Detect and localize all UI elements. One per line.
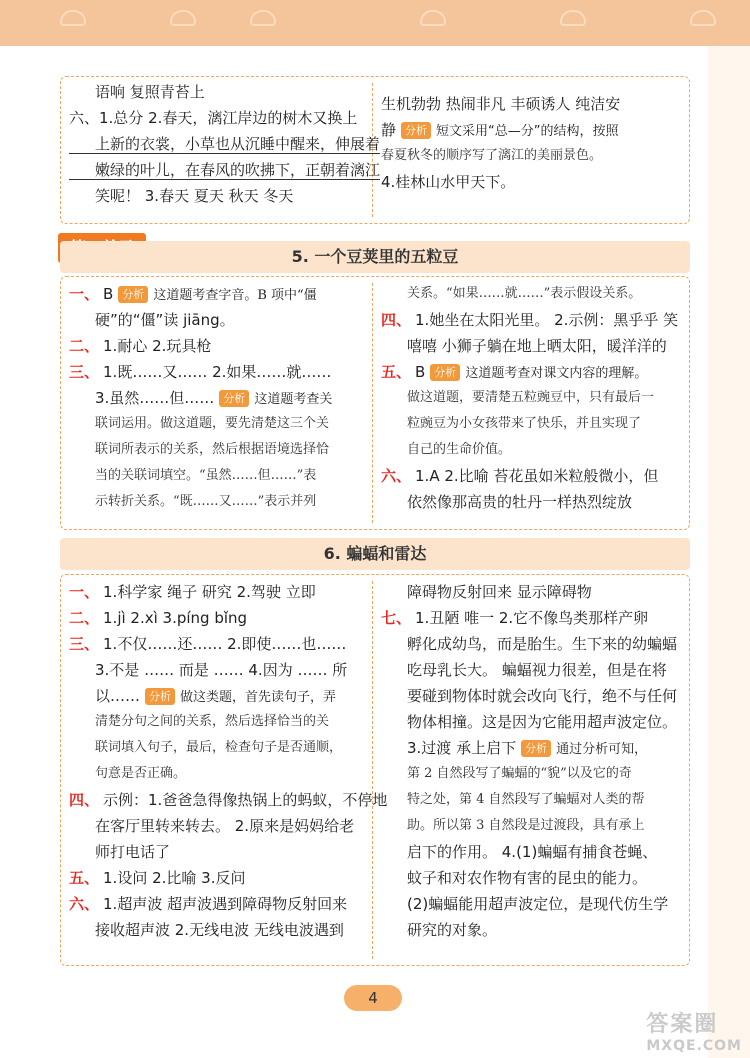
left-margin bbox=[0, 46, 42, 1058]
cloud-icon bbox=[420, 10, 446, 26]
question-number: 七、 bbox=[381, 609, 412, 627]
answer-text: 蚊子和对农作物有害的昆虫的能力。 bbox=[407, 869, 648, 887]
answer-text: 接收超声波 2.无线电波 无线电波遇到 bbox=[95, 921, 344, 939]
answer-line: 上新的衣裳，小草也从沉睡中醒来，伸展着 bbox=[69, 131, 365, 157]
question-number: 二、 bbox=[69, 609, 100, 627]
answer-line bbox=[381, 281, 683, 307]
answer-text: 清楚分句之间的关系，然后选择恰当的关 bbox=[95, 714, 330, 729]
analysis-text: 这道题考查关 bbox=[254, 392, 333, 407]
answer-text: 关系。“如果……就……”表示假设关系。 bbox=[407, 286, 642, 301]
answer-text: 孵化成幼鸟，而是胎生。生下来的幼蝙蝠 bbox=[407, 635, 678, 653]
question-number: 四、 bbox=[381, 311, 412, 329]
answer-text: 联词运用。做这道题，要先清楚这三个关 bbox=[95, 416, 330, 431]
answer-line bbox=[69, 333, 365, 359]
column-divider bbox=[372, 283, 373, 523]
analysis-badge: 分析 bbox=[430, 364, 460, 381]
question-number: 五、 bbox=[69, 869, 100, 887]
right-margin bbox=[708, 46, 750, 1058]
answer-text: 3.过渡 承上启下 bbox=[407, 739, 517, 757]
answer-text: 示转折关系。“既……又……”表示并列 bbox=[95, 494, 317, 509]
right-column bbox=[381, 91, 683, 195]
right-column bbox=[381, 579, 683, 943]
analysis-text: 这道题考查对课文内容的理解。 bbox=[465, 366, 648, 381]
left-column bbox=[69, 281, 365, 515]
analysis-badge: 分析 bbox=[219, 390, 249, 407]
analysis-badge: 分析 bbox=[118, 286, 148, 303]
answer-text: 示例：1.爸爸急得像热锅上的蚂蚁，不停地 bbox=[103, 791, 388, 809]
analysis-badge: 分析 bbox=[521, 740, 551, 757]
answer-text: (2)蝙蝠能用超声波定位，是现代仿生学 bbox=[407, 895, 669, 913]
lesson-5-card bbox=[60, 276, 690, 530]
left-column bbox=[69, 579, 388, 943]
cloud-icon bbox=[60, 10, 86, 26]
answer-text: 1.A 2.比喻 苔花虽如米粒般微小，但 bbox=[415, 467, 659, 485]
question-number: 一、 bbox=[69, 285, 100, 303]
analysis-text: 这道题考查字音。B 项中“僵 bbox=[153, 288, 317, 303]
question-number: 一、 bbox=[69, 583, 100, 601]
answer-text: 障碍物反射回来 显示障碍物 bbox=[407, 583, 592, 601]
answer-text: 师打电话了 bbox=[95, 843, 171, 861]
answer-text: 1.超声波 超声波遇到障碍物反射回来 bbox=[103, 895, 348, 913]
answer-text: 做这道题，要清楚五粒豌豆中，只有最后一 bbox=[407, 390, 655, 405]
cloud-icon bbox=[560, 10, 586, 26]
left-column bbox=[69, 79, 381, 209]
answer-line bbox=[381, 839, 683, 865]
answer-line: 4.桂林山水甲天下。 bbox=[381, 173, 516, 191]
answer-text: 联词填入句子，最后，检查句子是否通顺， bbox=[95, 740, 343, 755]
question-number: 四、 bbox=[69, 791, 100, 809]
answer-text: 在客厅里转来转去。 2.原来是妈妈给老 bbox=[95, 817, 355, 835]
answer-line bbox=[381, 761, 683, 787]
answer-line bbox=[69, 865, 365, 891]
cloud-icon bbox=[170, 10, 196, 26]
answer-card-continuation bbox=[60, 76, 690, 224]
answer-line bbox=[69, 891, 365, 917]
answer-text: 助。所以第 3 自然段是过渡段，具有承上 bbox=[407, 818, 645, 833]
answer-line bbox=[69, 631, 365, 657]
answer-text: 当的关联词填空。“虽然……但……”表 bbox=[95, 468, 317, 483]
answer-line bbox=[69, 307, 365, 333]
answer-line bbox=[69, 463, 365, 489]
moon-icon bbox=[690, 10, 716, 26]
lesson-6-header bbox=[60, 538, 690, 570]
analysis-text: 通过分析可知， bbox=[556, 742, 648, 757]
answer-line: 六、1.总分 2.春天，漓江岸边的树木又换上 bbox=[69, 109, 358, 127]
answer-text: 硬”的“僵”读 jiāng。 bbox=[95, 311, 235, 329]
answer-line bbox=[381, 463, 683, 489]
answer-line bbox=[69, 605, 365, 631]
answer-line bbox=[69, 761, 365, 787]
answer-line bbox=[381, 579, 683, 605]
lesson-5-header bbox=[60, 241, 690, 273]
answer-text: 1.耐心 2.玩具枪 bbox=[103, 337, 212, 355]
page-number: 4 bbox=[344, 985, 402, 1011]
answer-text: 1.jì 2.xì 3.píng bǐng bbox=[103, 609, 248, 627]
answer-line: 笑呢！ 3.春天 夏天 秋天 冬天 bbox=[95, 187, 294, 205]
question-number: 五、 bbox=[381, 363, 412, 381]
answer-line bbox=[381, 787, 683, 813]
answer-line: 静 分析 短文采用“总—分”的结构，按照 bbox=[381, 121, 619, 139]
answer-line bbox=[69, 813, 365, 839]
answer-text: 特之处，第 4 自然段写了蝙蝠对人类的帮 bbox=[407, 792, 645, 807]
answer-text: 物体相撞。这是因为它能用超声波定位。 bbox=[407, 713, 678, 731]
answer-line bbox=[381, 683, 683, 709]
answer-line: 嫩绿的叶儿，在春风的吹拂下，正朝着漓江 bbox=[69, 157, 365, 183]
answer-text: 依然像那高贵的牡丹一样热烈绽放 bbox=[407, 493, 633, 511]
question-number: 三、 bbox=[69, 363, 100, 381]
answer-line bbox=[69, 437, 365, 463]
answer-line: 语响 复照青苔上 bbox=[95, 83, 205, 101]
answer-line bbox=[381, 709, 683, 735]
analysis-text: 做这类题，首先读句子，弄 bbox=[180, 690, 337, 705]
answer-line bbox=[69, 735, 365, 761]
answer-line bbox=[69, 411, 365, 437]
answer-line bbox=[381, 437, 683, 463]
answer-line bbox=[69, 489, 365, 515]
answer-text: B bbox=[103, 285, 114, 303]
answer-line bbox=[69, 281, 365, 307]
answer-line bbox=[381, 631, 683, 657]
question-number: 六、 bbox=[69, 895, 100, 913]
answer-text: 粒豌豆为小女孩带来了快乐，并且实现了 bbox=[407, 416, 642, 431]
answer-text: 句意是否正确。 bbox=[95, 766, 187, 781]
answer-line bbox=[69, 579, 365, 605]
answer-line bbox=[69, 787, 388, 813]
answer-text: 1.不仅……还…… 2.即使……也…… bbox=[103, 635, 347, 653]
answer-line bbox=[69, 657, 365, 683]
top-decorative-band bbox=[0, 0, 750, 46]
answer-line bbox=[69, 839, 365, 865]
answer-text: 联词所表示的关系，然后根据语境选择恰 bbox=[95, 442, 330, 457]
column-divider bbox=[372, 581, 373, 959]
analysis-badge: 分析 bbox=[145, 688, 175, 705]
answer-text: 1.她坐在太阳光里。 2.示例：黑乎乎 笑 bbox=[415, 311, 679, 329]
answer-line bbox=[381, 385, 683, 411]
watermark-logo: 答案圈 MXQE.COM bbox=[646, 1012, 742, 1054]
answer-line bbox=[69, 917, 365, 943]
answer-text: 1.设问 2.比喻 3.反问 bbox=[103, 869, 246, 887]
question-number: 二、 bbox=[69, 337, 100, 355]
answer-line bbox=[381, 813, 683, 839]
answer-line bbox=[381, 307, 683, 333]
answer-line bbox=[381, 865, 683, 891]
cloud-icon bbox=[250, 10, 276, 26]
answer-line bbox=[381, 891, 683, 917]
answer-text: 3.不是 …… 而是 …… 4.因为 …… 所 bbox=[95, 661, 348, 679]
answer-line bbox=[69, 683, 365, 709]
answer-line bbox=[381, 917, 683, 943]
answer-line: 春夏秋冬的顺序写了漓江的美丽景色。 bbox=[381, 148, 603, 163]
answer-line: 生机勃勃 热闹非凡 丰硕诱人 纯洁安 bbox=[381, 95, 621, 113]
answer-text: 自己的生命价值。 bbox=[407, 442, 512, 457]
answer-text: 1.科学家 绳子 研究 2.驾驶 立即 bbox=[103, 583, 316, 601]
answer-line bbox=[69, 709, 365, 735]
answer-line bbox=[69, 359, 365, 385]
answer-text: 启下的作用。 4.(1)蝙蝠有捕食苍蝇、 bbox=[407, 843, 658, 861]
question-number: 三、 bbox=[69, 635, 100, 653]
answer-text: 第 2 自然段写了蝙蝠的“貌”以及它的奇 bbox=[407, 766, 632, 781]
answer-line bbox=[381, 735, 683, 761]
answer-line bbox=[69, 385, 365, 411]
answer-text: 嘻嘻 小狮子躺在地上晒太阳，暖洋洋的 bbox=[407, 337, 667, 355]
right-column bbox=[381, 281, 683, 515]
analysis-badge: 分析 bbox=[401, 122, 431, 139]
answer-line bbox=[381, 489, 683, 515]
answer-line bbox=[381, 359, 683, 385]
question-number: 六、 bbox=[381, 467, 412, 485]
answer-text: B bbox=[415, 363, 426, 381]
answer-line bbox=[381, 333, 683, 359]
lesson-title: 5. 一个豆荚里的五粒豆 bbox=[291, 247, 459, 266]
lesson-title: 6. 蝙蝠和雷达 bbox=[323, 544, 427, 563]
answer-text: 1.丑陋 唯一 2.它不像鸟类那样产卵 bbox=[415, 609, 649, 627]
lesson-6-card bbox=[60, 574, 690, 966]
answer-text: 研究的对象。 bbox=[407, 921, 498, 939]
answer-text: 以…… bbox=[95, 687, 141, 705]
answer-line bbox=[381, 411, 683, 437]
answer-text: 要碰到物体时就会改向飞行，绝不与任何 bbox=[407, 687, 678, 705]
answer-text: 吃母乳长大。 蝙蝠视力很差，但是在将 bbox=[407, 661, 667, 679]
answer-text: 1.既……又…… 2.如果……就…… bbox=[103, 363, 332, 381]
answer-line bbox=[381, 605, 683, 631]
answer-line bbox=[381, 657, 683, 683]
answer-text: 3.虽然……但…… bbox=[95, 389, 215, 407]
